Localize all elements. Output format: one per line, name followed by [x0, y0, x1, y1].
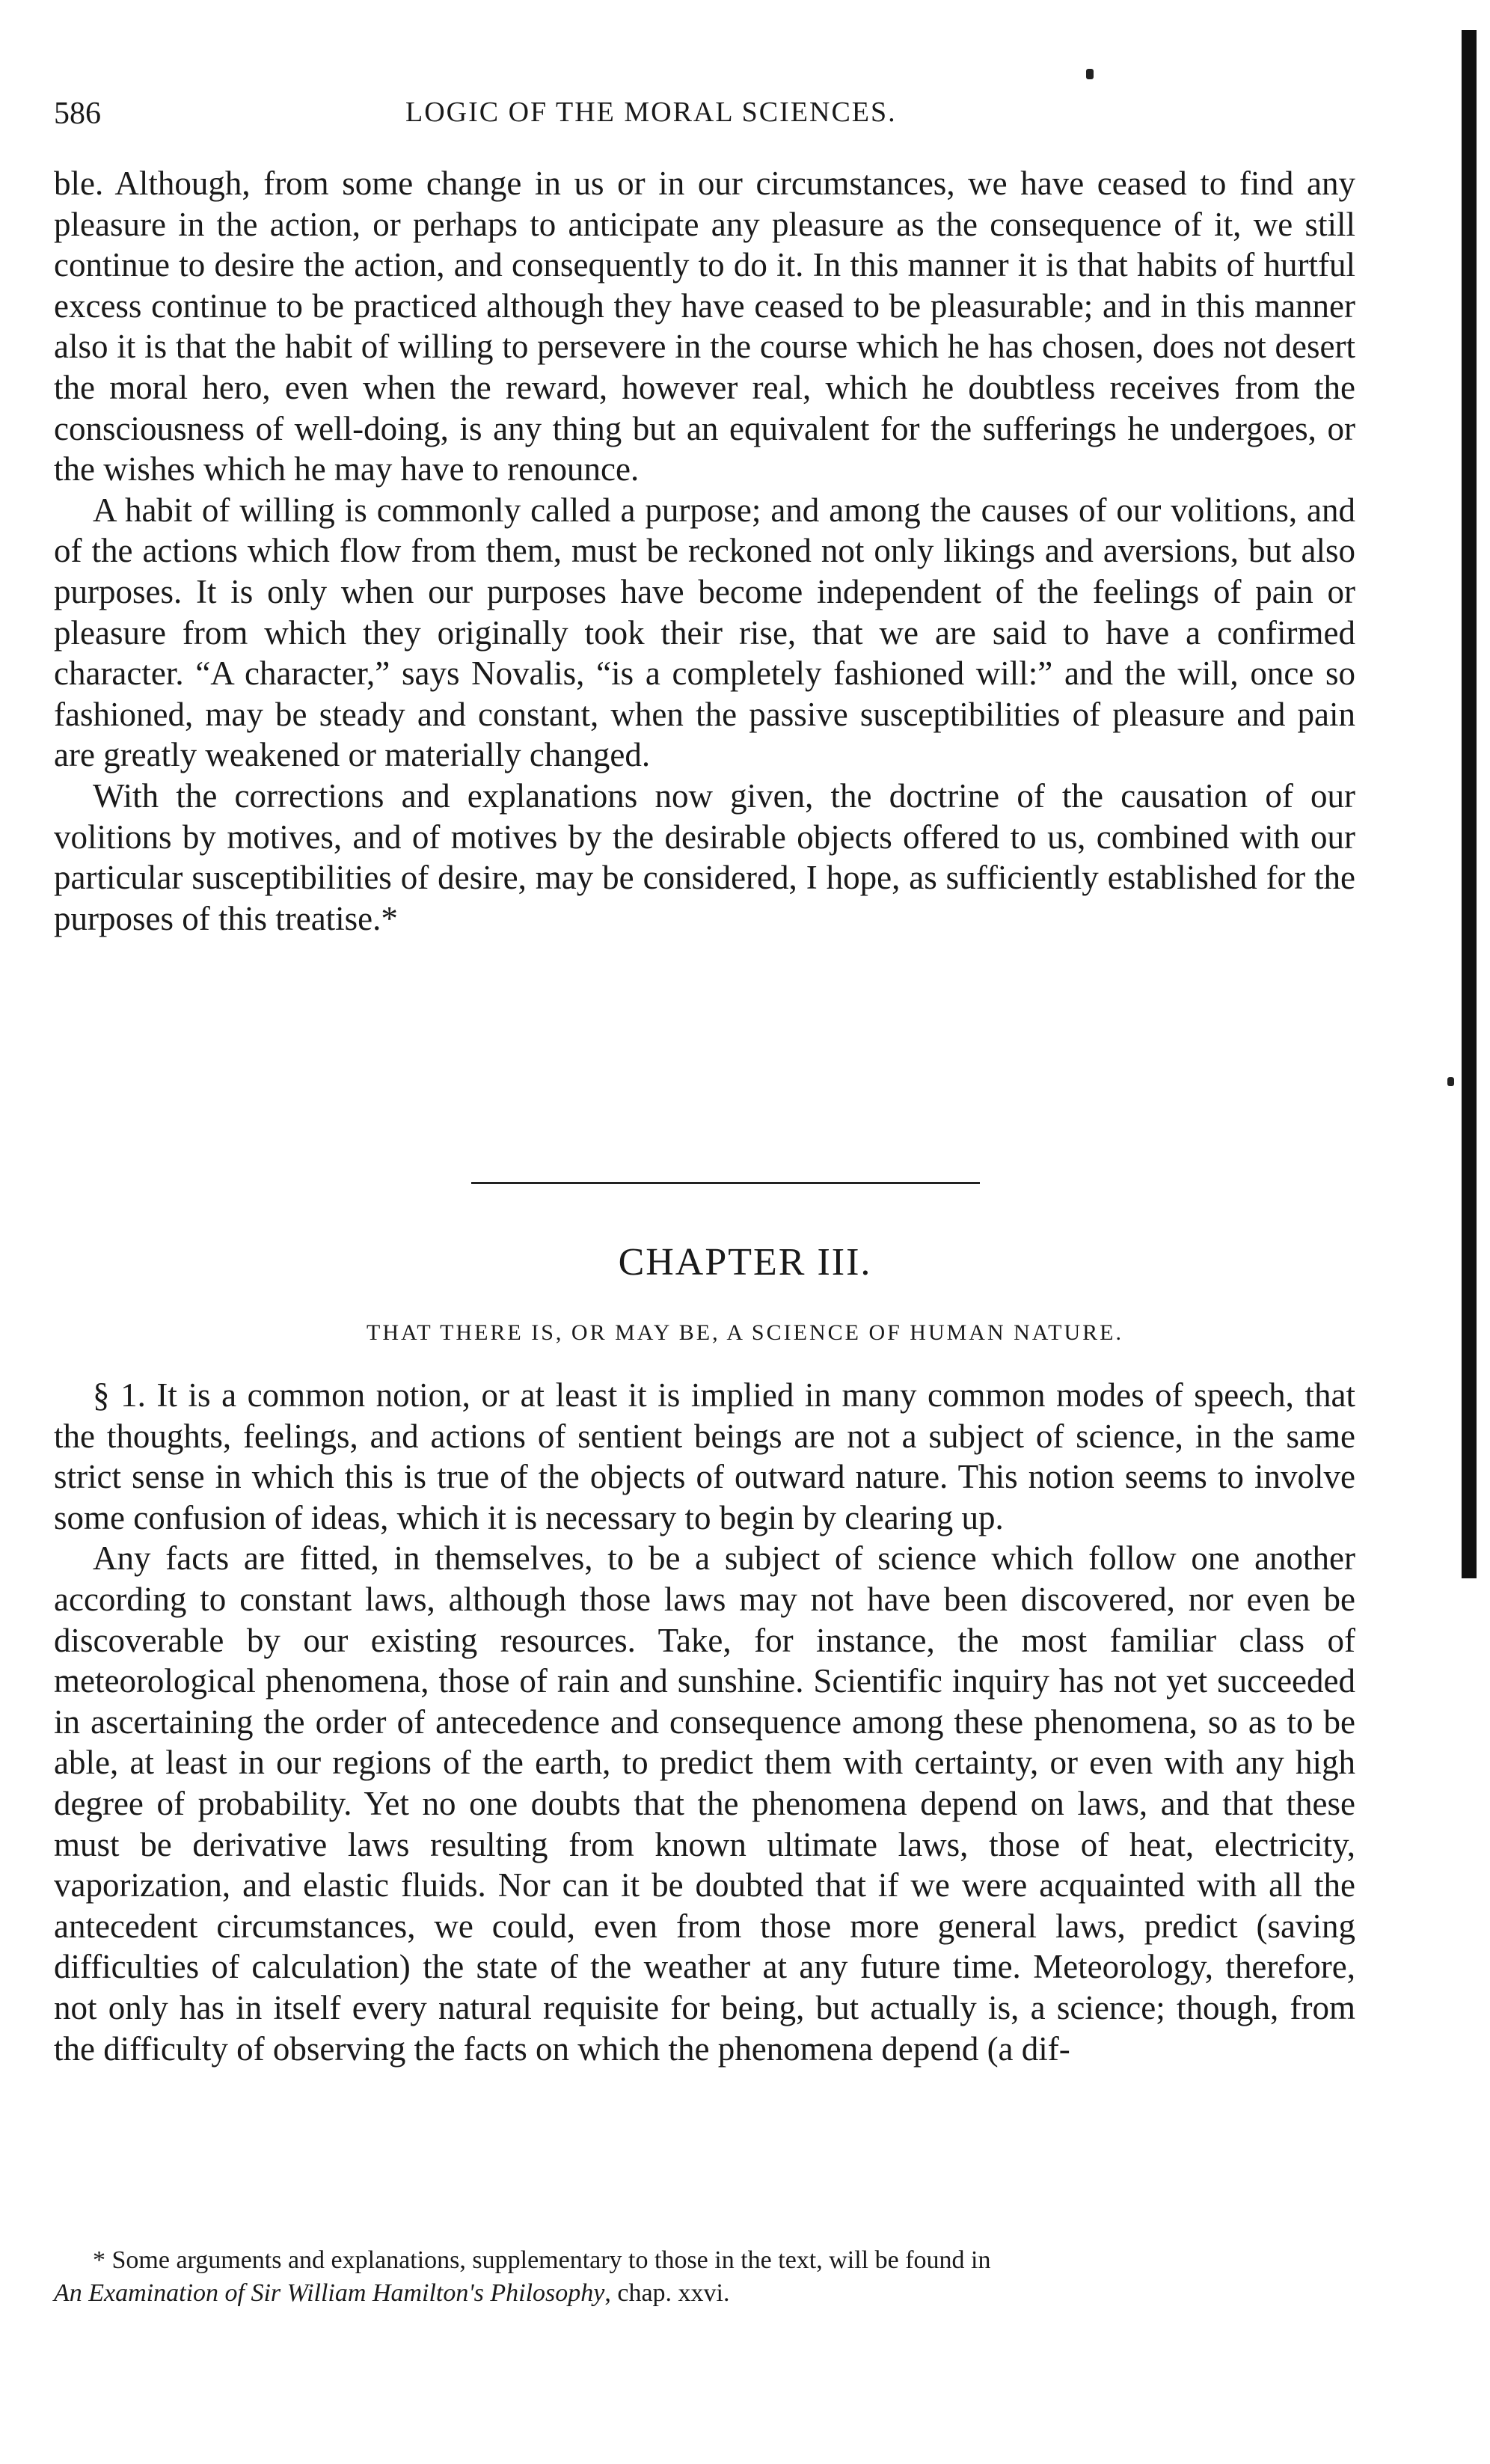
ink-speck — [1447, 1077, 1454, 1086]
footnote — [54, 2244, 1355, 2310]
paragraph: § 1. It is a common notion, or at least it is implied in many common modes of speech, that the thoughts, feelings, and actions of sentient beings are not a subject of science, in the same strict sense in which this is true of the objects of outward nature. This notion seems to involve some confusion of ideas, which it is necessary to begin by clearing up. — [54, 1376, 1355, 1536]
footnote-suffix: , chap. xxvi. — [604, 2279, 730, 2307]
footnote-book-title: An Examination of Sir William Hamilton's Philosophy — [54, 2279, 605, 2307]
footnote-citation — [54, 2277, 1355, 2310]
chapter-title: CHAPTER III. — [618, 1241, 872, 1284]
running-head: LOGIC OF THE MORAL SCIENCES. — [405, 96, 897, 128]
paragraph: ble. Although, from some change in us or in our circumstances, we have ceased to find any pleasure in the action, or perhaps to anticipate any pleasure as the consequence of it, we still continue to desire the action, and consequently to do it. In this manner it is that habits of hurtful excess continue to be practiced although they have ceased to be pleasurable; and in this manner also it is that the habit of willing to persevere in the course which he has chosen, does not desert the moral hero, even when the reward, however real, which he doubtless receives from the consciousness of well-doing, is any thing but an equivalent for the sufferings he undergoes, or the wishes which he may have to renounce. — [54, 165, 1355, 488]
paragraph: A habit of willing is commonly called a purpose; and among the causes of our volitions, and of the actions which flow from them, must be reckoned not only likings and aversions, but also purposes. It is only when our purposes have become independent of the feelings of pain or pleasure from which they originally took their rise, that we are said to have a confirmed character. “A character,” says Novalis, “is a completely fashioned will:” and the will, once so fashioned, may be steady and constant, when the passive susceptibilities of pleasure and pain are greatly weakened or materially changed. — [54, 491, 1355, 774]
chapter-subtitle: THAT THERE IS, OR MAY BE, A SCIENCE OF HUMAN NATURE. — [367, 1320, 1123, 1345]
chapter-text — [54, 1375, 1355, 2069]
page-header — [54, 96, 1385, 141]
footnote-text: * Some arguments and explanations, supplementary to those in the text, will be found in — [93, 2246, 991, 2274]
body-text — [54, 163, 1355, 939]
paragraph: With the corrections and explanations now given, the doctrine of the causation of our volitions by motives, and of motives by the desirable objects offered to us, combined with our particular susceptibilities of desire, may be considered, I hope, as sufficiently established for the purposes of this treatise.* — [54, 776, 1355, 937]
paragraph: Any facts are fitted, in themselves, to be a subject of science which follow one another according to constant laws, although those laws may not have been discovered, nor even be discoverable by our existing resources. Take, for instance, the most familiar class of meteorological phenomena, those of rain and sunshine. Scientific inquiry has not yet succeeded in ascertaining the order of antecedence and consequence among these phenomena, so as to be able, at least in our regions of the earth, to predict them with certainty, or even with any high degree of probability. Yet no one doubts that the phenomena depend on laws, and that these must be derivative laws resulting from known ultimate laws, those of heat, electricity, vaporization, and elastic fluids. Nor can it be doubted that if we were acquainted with all the antecedent circumstances, we could, even from those more general laws, predict (saving difficulties of calculation) the state of the weather at any future time. Meteorology, therefore, not only has in itself every natural requisite for being, but actually is, a science; though, from the difficulty of observing the facts on which the phenomena depend (a dif- — [54, 1539, 1355, 2068]
ink-speck — [1086, 69, 1094, 79]
section-divider — [471, 1182, 980, 1184]
page-number: 586 — [54, 96, 101, 131]
page-edge-shadow — [1462, 30, 1477, 1578]
